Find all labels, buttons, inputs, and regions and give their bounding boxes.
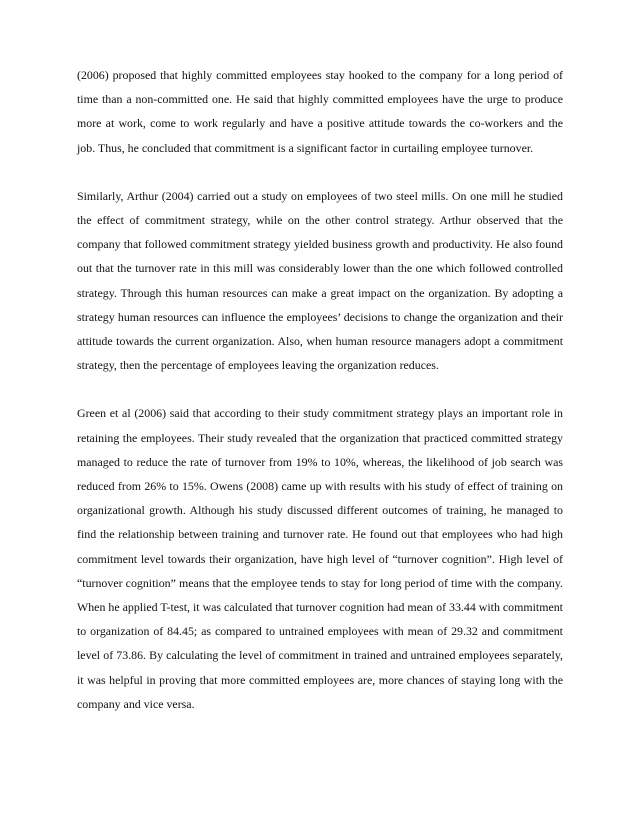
paragraph-2: Similarly, Arthur (2004) carried out a study on employees of two steel mills. On one mill he studied the effect of commitment strategy, while on the other control strategy. Arthur observed that the company that followed commitment strategy yielded business growth and productivity. He also found out that the turnover rate in this mill was considerably lower than the one which followed controlled strategy. Through this human resources can make a great impact on the organization. By adopting a strategy human resources can influence the employees’ decisions to change the organization and their attitude towards the current organization. Also, when human resource managers adopt a commitment strategy, then the percentage of employees leaving the organization reduces. [77, 188, 563, 373]
paragraph-3: Green et al (2006) said that according to their study commitment strategy plays an important role in retaining the employees. Their study revealed that the organization that practiced committed strategy managed to reduce the rate of turnover from 19% to 10%, whereas, the likelihood of job search was reduced from 26% to 15%. Owens (2008) came up with results with his study of effect of training on organizational growth. Although his study discussed different outcomes of training, he managed to find the relationship between training and turnover rate. He found out that employees who had high commitment level towards their organization, have high level of “turnover cognition”. High level of “turnover cognition” means that the employee tends to stay for long period of time with the company. When he applied T-test, it was calculated that turnover cognition had mean of 33.44 with commitment to organization of 84.45; as compared to untrained employees with mean of 29.32 and commitment level of 73.86. By calculating the level of commitment in trained and untrained employees separately, it was helpful in proving that more committed employees are, more chances of staying long with the company and vice versa. [77, 406, 563, 711]
paragraph-1: (2006) proposed that highly committed employees stay hooked to the company for a long period of time than a non-committed one. He said that highly committed employees have the urge to produce more at work, come to work regularly and have a positive attitude towards the co-workers and the job. Thus, he concluded that commitment is a significant factor in curtailing employee turnover. [77, 68, 563, 155]
document-body [77, 63, 563, 716]
